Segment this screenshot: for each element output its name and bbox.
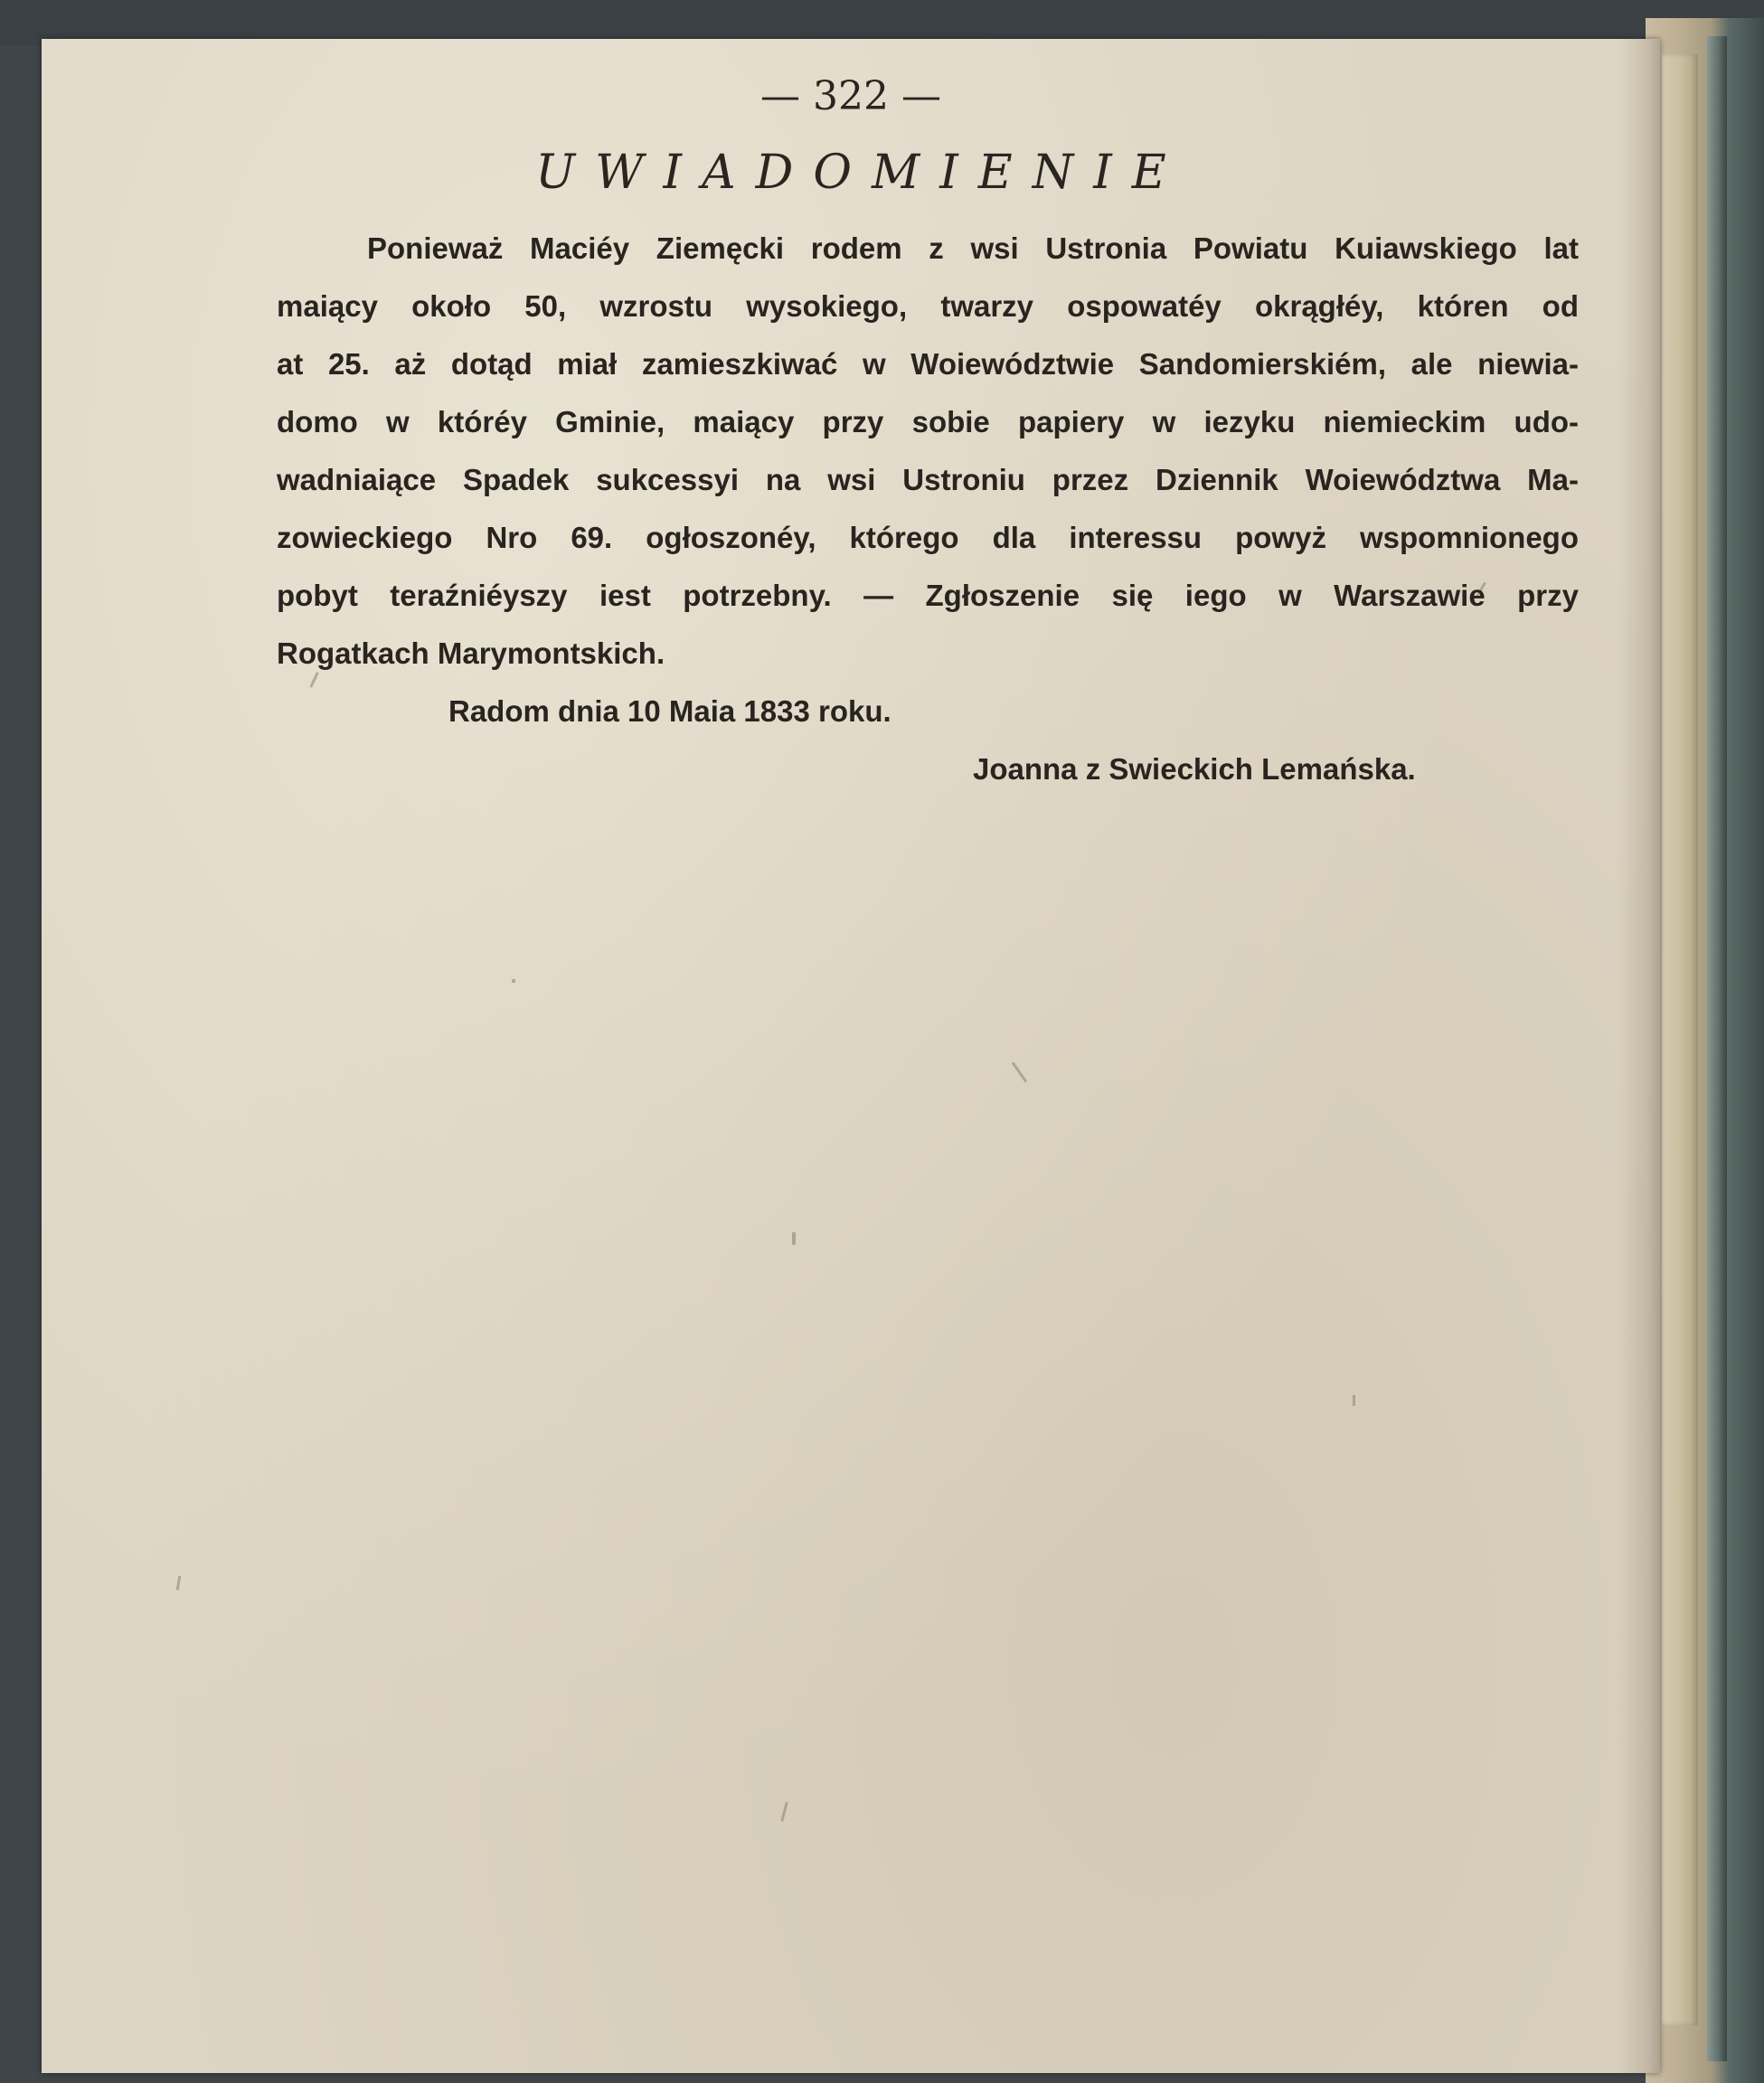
book-page-stack bbox=[1662, 54, 1698, 2025]
notice-heading: UWIADOMIENIE bbox=[535, 146, 1186, 200]
paper-fleck bbox=[1353, 1395, 1355, 1406]
gutter-shadow bbox=[1618, 39, 1660, 2073]
paragraph-line: maiący około 50, wzrostu wysokiego, twarzy ospowatéy okrągłéy, któren od bbox=[277, 289, 1579, 323]
paper-fleck bbox=[1012, 1061, 1027, 1082]
dateline: Radom dnia 10 Maia 1833 roku. bbox=[448, 694, 891, 728]
signature: Joanna z Swieckich Lemańska. bbox=[973, 752, 1416, 786]
paragraph-line: zowieckiego Nro 69. ogłoszonéy, którego dla interessu powyż wspomnionego bbox=[277, 521, 1579, 554]
paper-fleck bbox=[780, 1802, 788, 1822]
paper-fleck bbox=[176, 1576, 182, 1590]
paragraph-line: Ponieważ Maciéy Ziemęcki rodem z wsi Ustronia Powiatu Kuiawskiego lat bbox=[367, 231, 1579, 265]
paragraph-line: wadniaiące Spadek sukcessyi na wsi Ustroniu przez Dziennik Woiewództwa Ma- bbox=[277, 463, 1579, 496]
notice-body bbox=[277, 220, 1579, 798]
paper-fleck bbox=[792, 1232, 796, 1245]
paper-fleck bbox=[512, 979, 515, 983]
paragraph-line: Rogatkach Marymontskich. bbox=[277, 636, 665, 670]
paragraph-line: domo w któréy Gminie, maiący przy sobie papiery w iezyku niemieckim udo- bbox=[277, 405, 1579, 438]
document-page bbox=[42, 39, 1660, 2073]
paragraph-line: pobyt teraźniéyszy iest potrzebny. — Zgłoszenie się iego w Warszawie przy bbox=[277, 579, 1579, 612]
paragraph-line: at 25. aż dotąd miał zamieszkiwać w Woiewództwie Sandomierskiém, ale niewia- bbox=[277, 347, 1579, 381]
page-number: — 322 — bbox=[760, 73, 941, 119]
book-cover-edge bbox=[1707, 36, 1727, 2061]
